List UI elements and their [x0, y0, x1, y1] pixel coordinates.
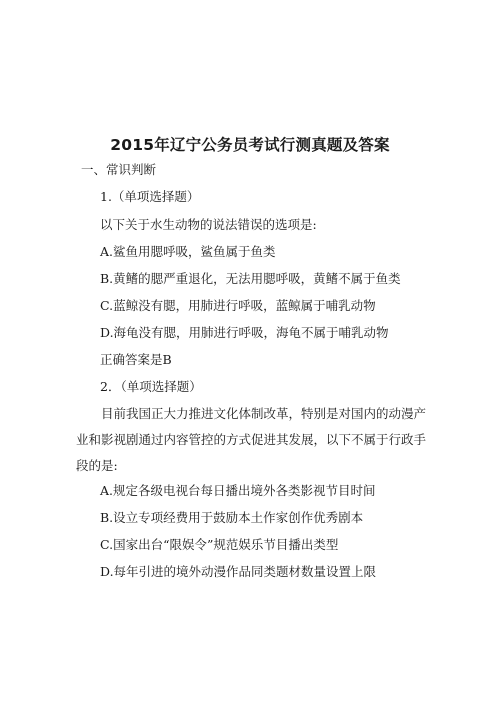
question-2-option-a: A.规定各级电视台每日播出境外各类影视节目时间: [100, 483, 376, 498]
question-2-number: 2．（单项选择题）: [100, 379, 202, 394]
question-2-option-b: B.设立专项经费用于鼓励本土作家创作优秀剧本: [100, 510, 364, 525]
question-1-answer: 正确答案是B: [100, 352, 172, 367]
question-1-option-a: A.鲨鱼用腮呼吸，鲨鱼属于鱼类: [100, 244, 276, 259]
section-heading: 一、常识判断: [81, 162, 157, 177]
question-1-stem: 以下关于水生动物的说法错误的选项是:: [100, 217, 317, 232]
question-2-option-d: D.每年引进的境外动漫作品同类题材数量设置上限: [100, 564, 377, 579]
question-1-option-c: C.蓝鲸没有腮，用肺进行呼吸，蓝鲸属于哺乳动物: [100, 298, 376, 313]
question-1-option-d: D.海龟没有腮，用肺进行呼吸，海龟不属于哺乳动物: [100, 325, 389, 340]
question-2-stem: 目前我国正大力推进文化体制改革，特别是对国内的动漫产业和影视剧通过内容管控的方式促进其发展，以下不属于行政手段的是:: [76, 406, 427, 473]
question-1-option-b: B.黄鳍的腮严重退化，无法用腮呼吸，黄鳍不属于鱼类: [100, 271, 401, 286]
question-2-option-c: C.国家出台“限娱令”规范娱乐节目播出类型: [100, 537, 339, 552]
document-title: 2015年辽宁公务员考试行测真题及答案: [110, 136, 390, 154]
question-1-number: 1.（单项选择题）: [100, 189, 200, 204]
